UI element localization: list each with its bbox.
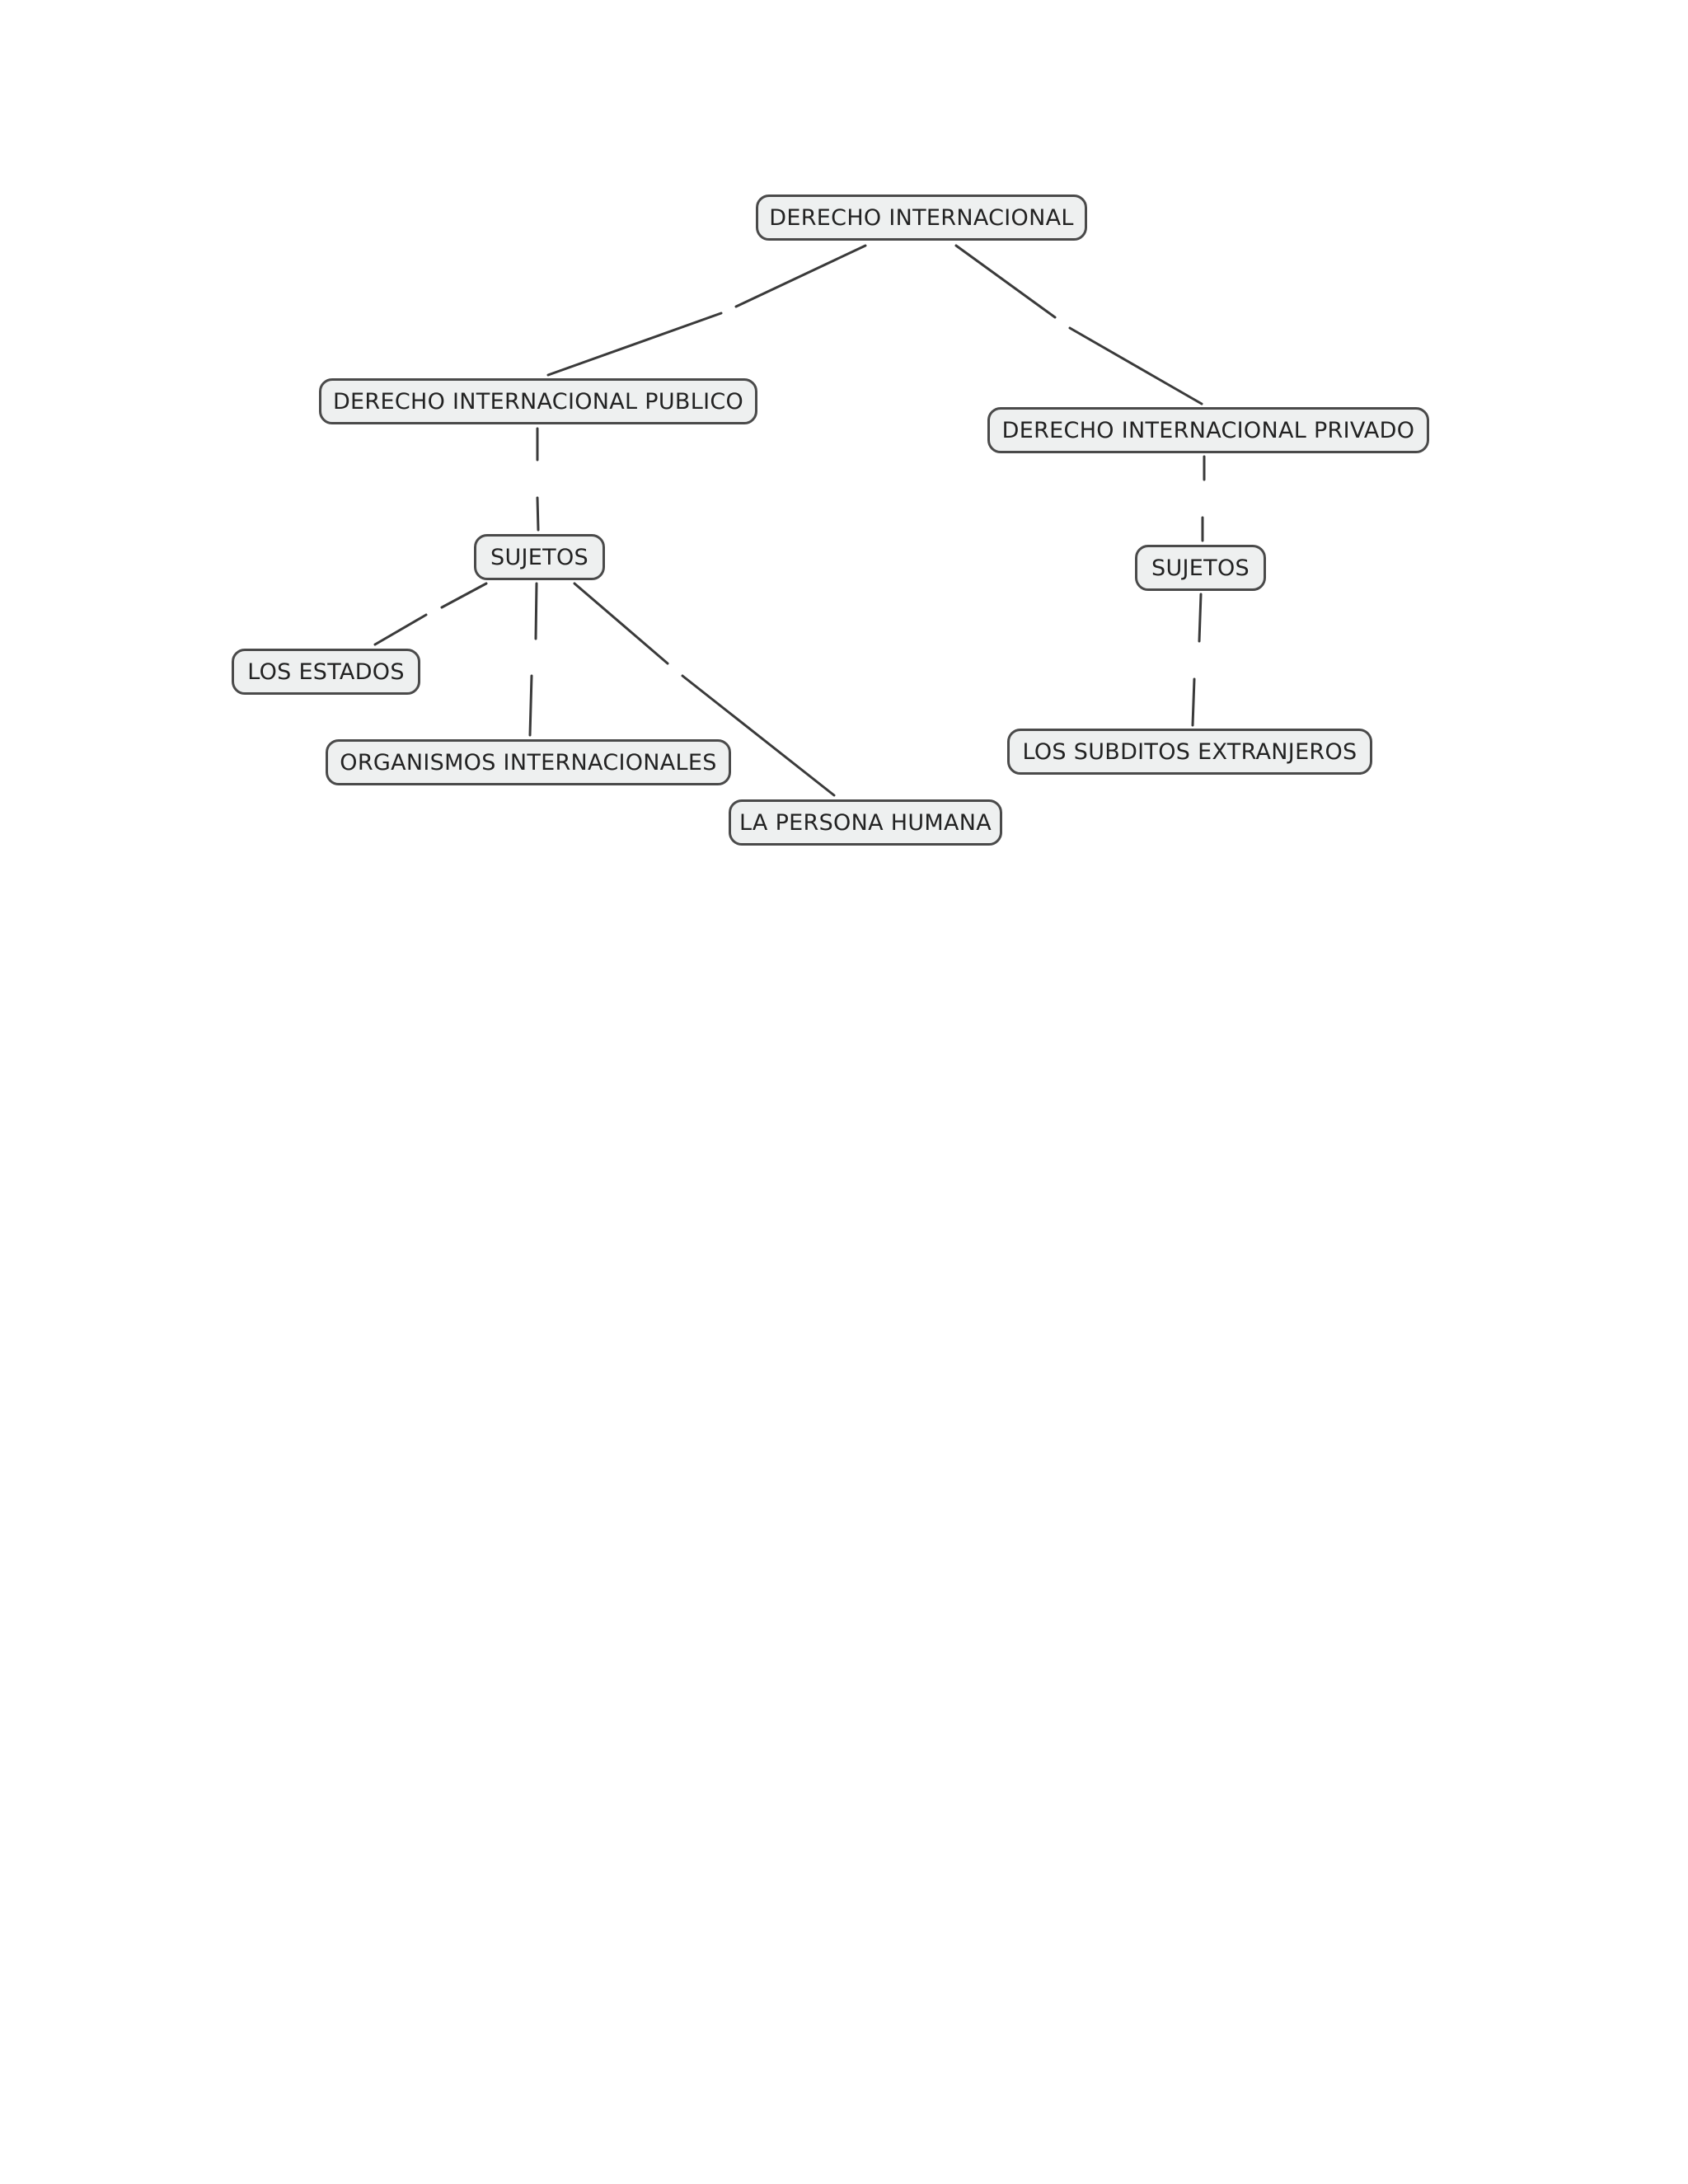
connector-sujetos-estados [442, 583, 486, 607]
node-organismos-internacionales: ORGANISMOS INTERNACIONALES [326, 739, 731, 785]
connector-sujetos-estados [375, 615, 426, 644]
connector-sujetos-organismos [530, 676, 532, 735]
connector-sujetos-subditos [1199, 594, 1201, 641]
node-derecho-internacional-publico: DERECHO INTERNACIONAL PUBLICO [319, 378, 757, 424]
connector-root-publico [736, 246, 865, 307]
connector-root-privado [1070, 328, 1202, 404]
node-sujetos-privado: SUJETOS [1135, 545, 1266, 591]
node-derecho-internacional: DERECHO INTERNACIONAL [756, 194, 1087, 241]
connector-root-publico [548, 313, 721, 375]
node-los-subditos-extranjeros: LOS SUBDITOS EXTRANJEROS [1007, 729, 1372, 775]
node-sujetos-publico: SUJETOS [474, 534, 605, 580]
connector-publico-sujetos [537, 498, 538, 530]
connector-root-privado [956, 246, 1055, 317]
node-los-estados: LOS ESTADOS [232, 649, 420, 695]
connector-sujetos-subditos [1193, 679, 1194, 725]
node-la-persona-humana: LA PERSONA HUMANA [729, 799, 1002, 846]
connector-sujetos-persona [574, 583, 668, 663]
connector-sujetos-organismos [536, 583, 537, 639]
node-derecho-internacional-privado: DERECHO INTERNACIONAL PRIVADO [987, 407, 1429, 453]
